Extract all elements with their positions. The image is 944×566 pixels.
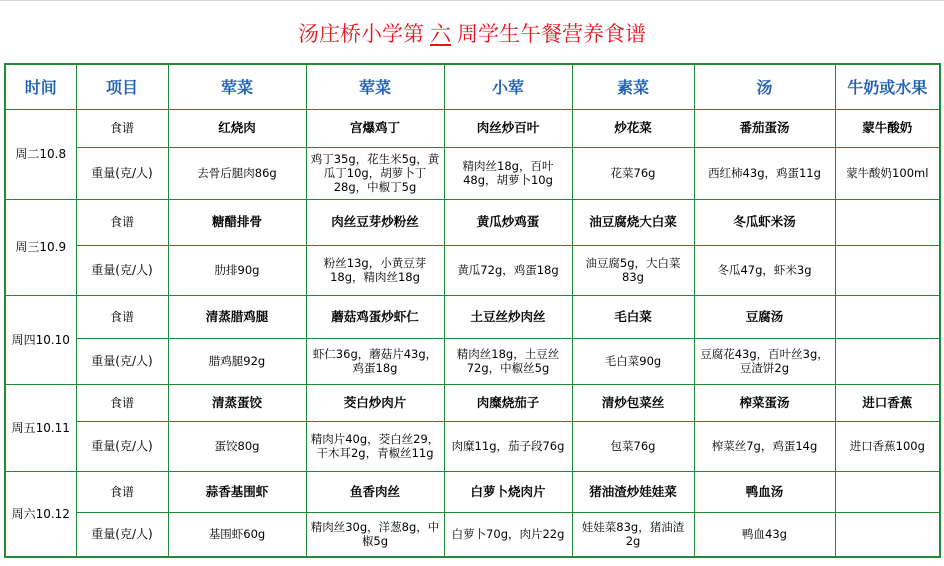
header-soup: 汤 [694, 64, 835, 109]
dish-milk-fruit [835, 199, 940, 245]
weight-milk-fruit [835, 245, 940, 295]
header-meat-2: 荤菜 [306, 64, 444, 109]
weight-milk-fruit: 蒙牛酸奶100ml [835, 147, 940, 199]
title-prefix: 汤庄桥小学第 [298, 22, 424, 46]
page-title [0, 18, 944, 48]
weight-meat-2: 精肉丝30g，洋葱8g，中椒5g [306, 512, 444, 557]
weight-vegetable: 娃娃菜83g，猪油渣2g [572, 512, 694, 557]
dish-soup: 豆腐汤 [694, 295, 835, 338]
menu-label: 食谱 [76, 295, 168, 338]
weight-row [5, 147, 940, 199]
menu-label: 食谱 [76, 109, 168, 147]
header-small-meat: 小荤 [444, 64, 572, 109]
dish-vegetable: 炒花菜 [572, 109, 694, 147]
dish-soup: 冬瓜虾米汤 [694, 199, 835, 245]
dish-meat-1: 蒜香基围虾 [168, 471, 306, 512]
dish-meat-2: 蘑菇鸡蛋炒虾仁 [306, 295, 444, 338]
weight-milk-fruit: 进口香蕉100g [835, 421, 940, 471]
header-meat-1: 荤菜 [168, 64, 306, 109]
dish-small-meat: 肉糜烧茄子 [444, 384, 572, 421]
weight-meat-2: 虾仁36g，蘑菇片43g，鸡蛋18g [306, 338, 444, 384]
dish-small-meat: 肉丝炒百叶 [444, 109, 572, 147]
weight-meat-2: 鸡丁35g，花生米5g，黄瓜丁10g，胡萝卜丁28g，中椒丁5g [306, 147, 444, 199]
weight-meat-1: 蛋饺80g [168, 421, 306, 471]
day-cell: 周三10.9 [5, 199, 76, 295]
weight-label: 重量(克/人) [76, 245, 168, 295]
weight-soup: 榨菜丝7g，鸡蛋14g [694, 421, 835, 471]
dish-soup: 榨菜蛋汤 [694, 384, 835, 421]
weight-small-meat: 肉糜11g，茄子段76g [444, 421, 572, 471]
menu-row [5, 471, 940, 512]
weight-vegetable: 毛白菜90g [572, 338, 694, 384]
dish-milk-fruit: 进口香蕉 [835, 384, 940, 421]
dish-vegetable: 清炒包菜丝 [572, 384, 694, 421]
weight-soup: 豆腐花43g，百叶丝3g，豆渣饼2g [694, 338, 835, 384]
weight-soup: 鸭血43g [694, 512, 835, 557]
day-cell: 周二10.8 [5, 109, 76, 199]
weight-vegetable: 包菜76g [572, 421, 694, 471]
dish-milk-fruit [835, 471, 940, 512]
menu-row [5, 384, 940, 421]
menu-label: 食谱 [76, 199, 168, 245]
menu-table [4, 63, 941, 558]
title-week-number: 六 [430, 22, 451, 46]
weight-milk-fruit [835, 338, 940, 384]
weight-milk-fruit [835, 512, 940, 557]
weight-soup: 西红柿43g，鸡蛋11g [694, 147, 835, 199]
weight-label: 重量(克/人) [76, 512, 168, 557]
day-cell: 周四10.10 [5, 295, 76, 384]
dish-vegetable: 猪油渣炒娃娃菜 [572, 471, 694, 512]
title-suffix: 周学生午餐营养食谱 [457, 22, 646, 46]
weight-row [5, 512, 940, 557]
dish-meat-1: 糖醋排骨 [168, 199, 306, 245]
dish-milk-fruit: 蒙牛酸奶 [835, 109, 940, 147]
menu-label: 食谱 [76, 471, 168, 512]
weight-soup: 冬瓜47g，虾米3g [694, 245, 835, 295]
weight-label: 重量(克/人) [76, 421, 168, 471]
weight-small-meat: 精肉丝18g，百叶48g，胡萝卜10g [444, 147, 572, 199]
dish-small-meat: 白萝卜烧肉片 [444, 471, 572, 512]
top-rule [0, 0, 944, 1]
weight-meat-1: 基围虾60g [168, 512, 306, 557]
dish-meat-2: 宫爆鸡丁 [306, 109, 444, 147]
weight-small-meat: 白萝卜70g，肉片22g [444, 512, 572, 557]
dish-meat-1: 清蒸蛋饺 [168, 384, 306, 421]
weight-small-meat: 黄瓜72g，鸡蛋18g [444, 245, 572, 295]
dish-small-meat: 土豆丝炒肉丝 [444, 295, 572, 338]
menu-row [5, 295, 940, 338]
weight-meat-1: 腊鸡腿92g [168, 338, 306, 384]
header-row [5, 64, 940, 109]
dish-meat-1: 红烧肉 [168, 109, 306, 147]
weight-small-meat: 精肉丝18g，土豆丝72g，中椒丝5g [444, 338, 572, 384]
dish-milk-fruit [835, 295, 940, 338]
menu-label: 食谱 [76, 384, 168, 421]
weight-meat-2: 精肉片40g，茭白丝29，干木耳2g，青椒丝11g [306, 421, 444, 471]
weight-row [5, 245, 940, 295]
menu-row [5, 109, 940, 147]
header-time: 时间 [5, 64, 76, 109]
dish-soup: 番茄蛋汤 [694, 109, 835, 147]
weight-label: 重量(克/人) [76, 147, 168, 199]
dish-soup: 鸭血汤 [694, 471, 835, 512]
weight-row [5, 421, 940, 471]
dish-small-meat: 黄瓜炒鸡蛋 [444, 199, 572, 245]
day-cell: 周五10.11 [5, 384, 76, 471]
weight-meat-2: 粉丝13g，小黄豆芽18g，精肉丝18g [306, 245, 444, 295]
day-cell: 周六10.12 [5, 471, 76, 557]
weight-vegetable: 油豆腐5g，大白菜83g [572, 245, 694, 295]
weight-meat-1: 肋排90g [168, 245, 306, 295]
header-item: 项目 [76, 64, 168, 109]
header-vegetable: 素菜 [572, 64, 694, 109]
dish-meat-2: 鱼香肉丝 [306, 471, 444, 512]
dish-vegetable: 毛白菜 [572, 295, 694, 338]
menu-row [5, 199, 940, 245]
dish-meat-2: 茭白炒肉片 [306, 384, 444, 421]
dish-vegetable: 油豆腐烧大白菜 [572, 199, 694, 245]
weight-row [5, 338, 940, 384]
weight-label: 重量(克/人) [76, 338, 168, 384]
dish-meat-2: 肉丝豆芽炒粉丝 [306, 199, 444, 245]
weight-meat-1: 去骨后腿肉86g [168, 147, 306, 199]
dish-meat-1: 清蒸腊鸡腿 [168, 295, 306, 338]
weight-vegetable: 花菜76g [572, 147, 694, 199]
header-milk-fruit: 牛奶或水果 [835, 64, 940, 109]
